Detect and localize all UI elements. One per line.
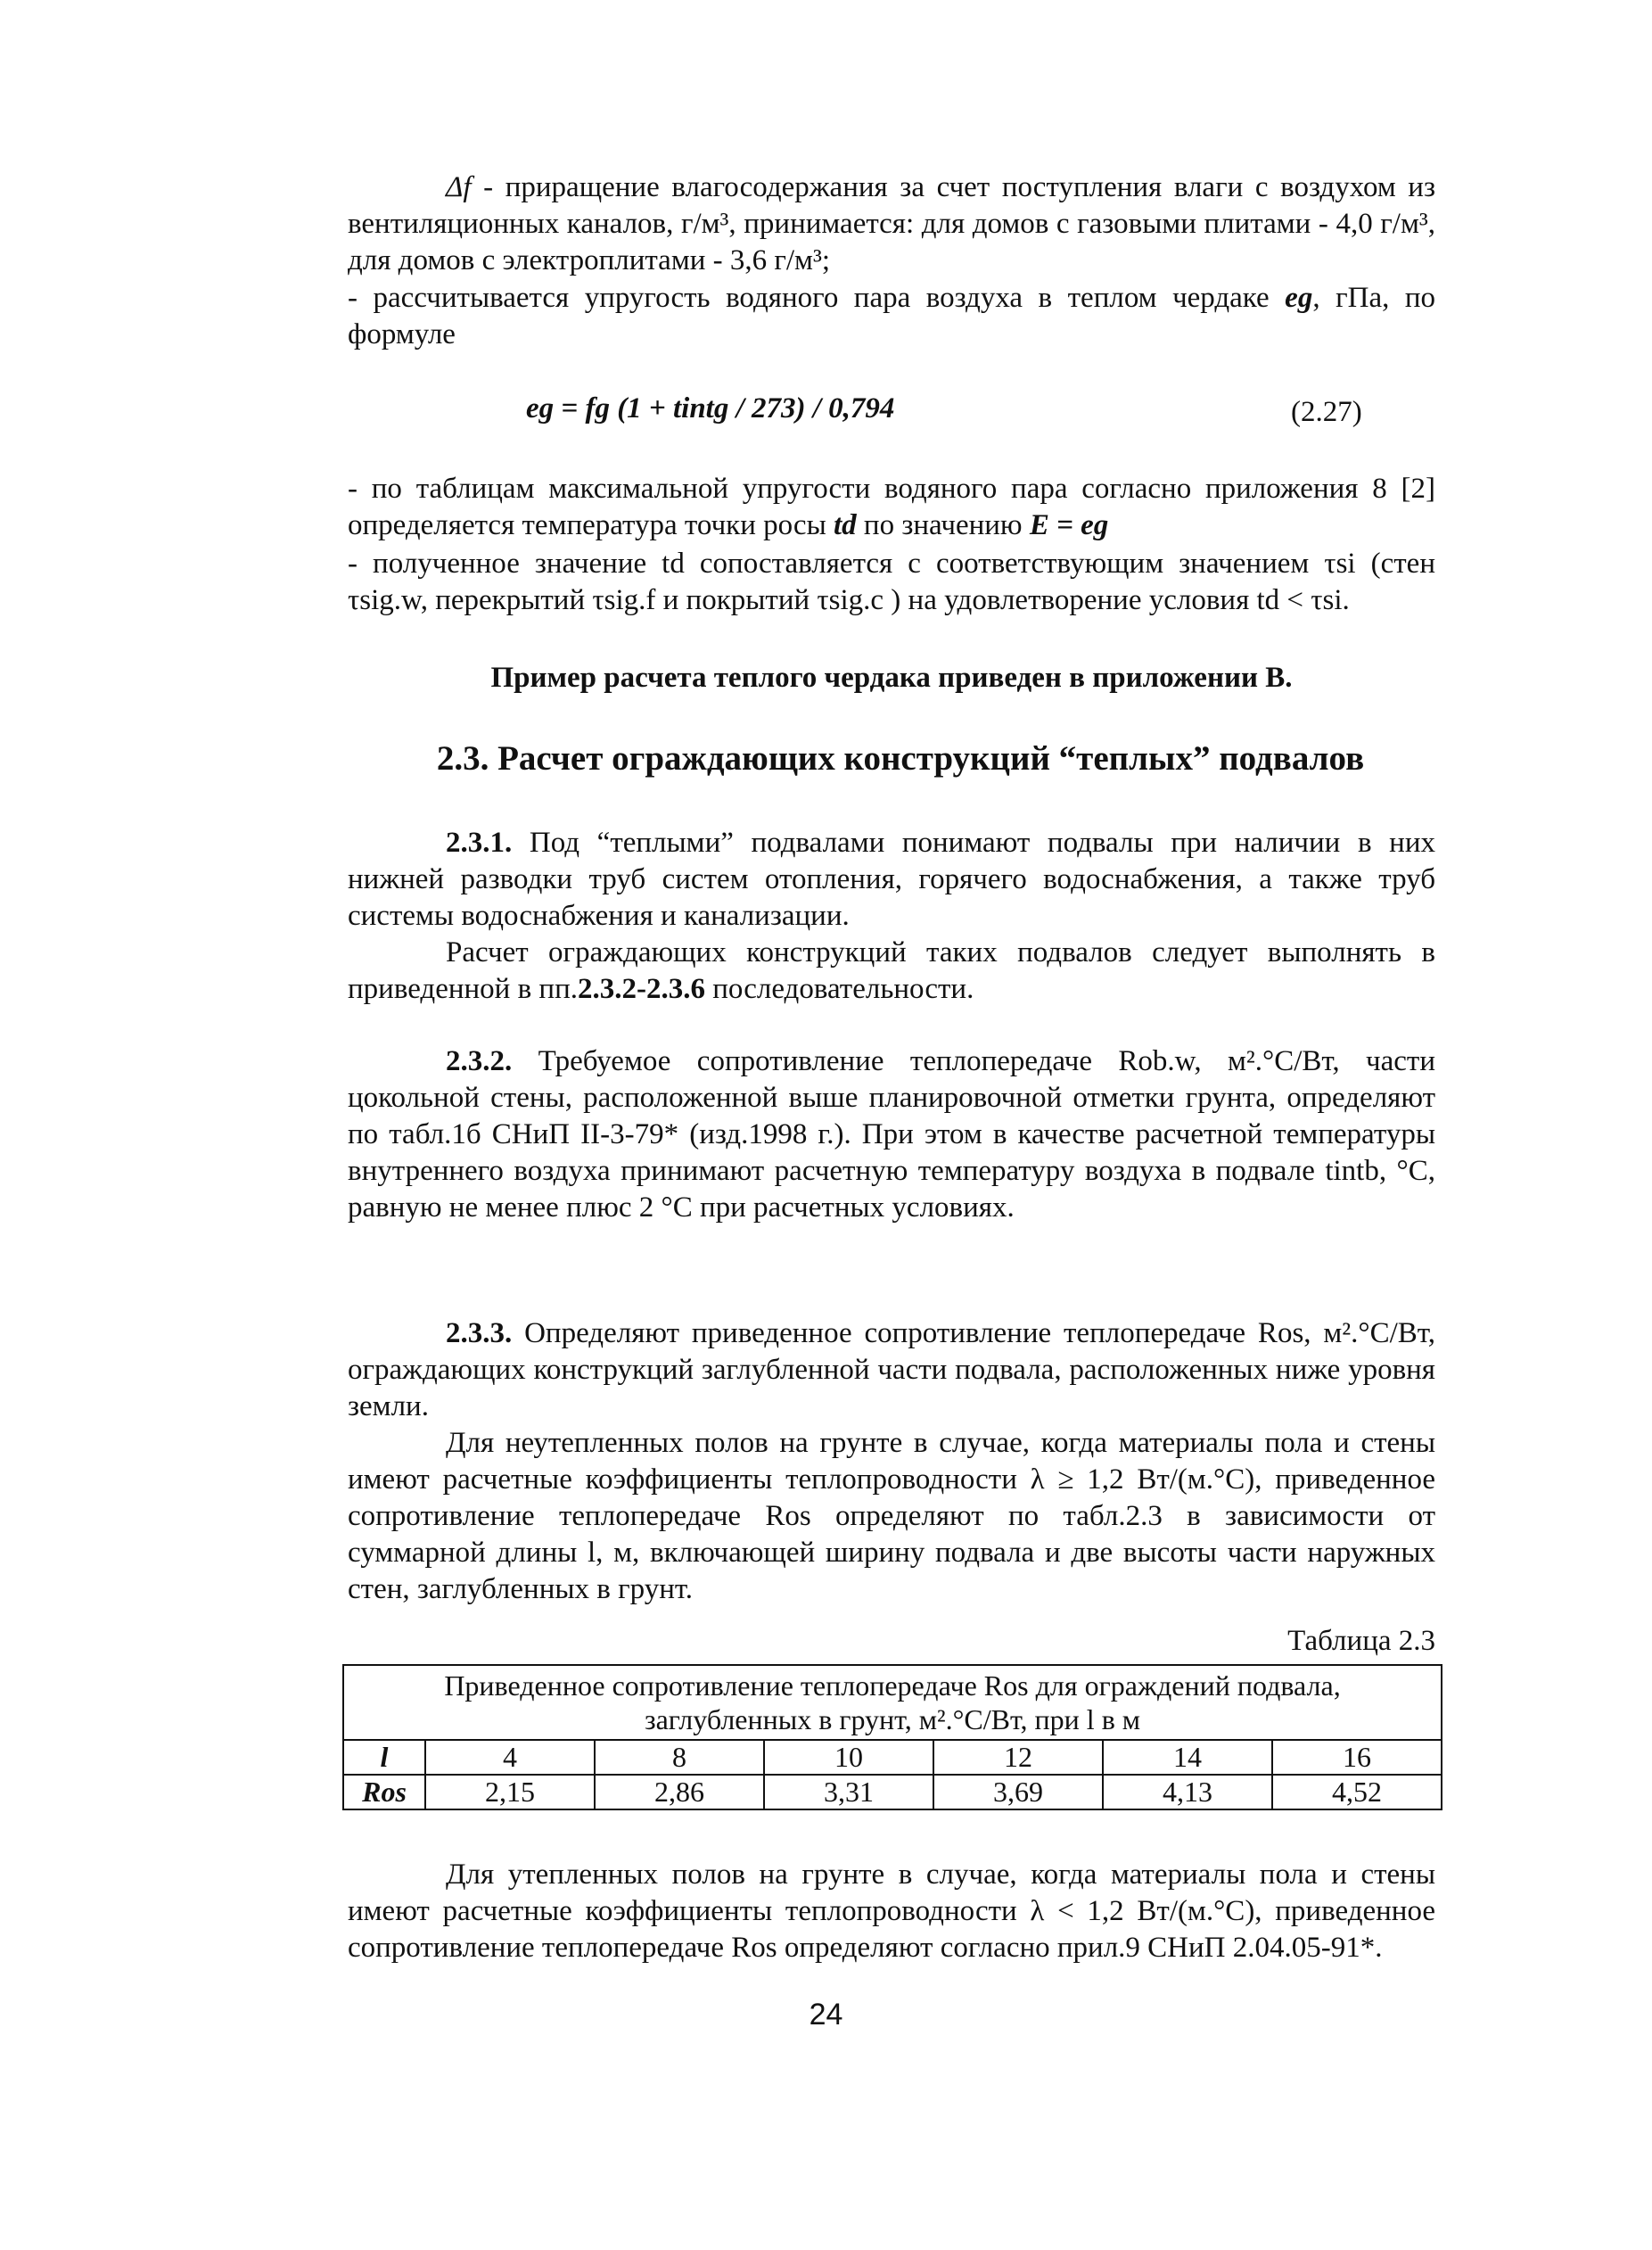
para3-text-a: - по таблицам максимальной упругости водяного пара согласно приложения 8 [2] определяется температура точки росы	[348, 473, 1435, 541]
table-caption-row	[343, 1665, 1442, 1740]
eg-symbol: eg	[1285, 282, 1313, 314]
delta-f-symbol: Δf	[446, 171, 472, 203]
table-caption-line1: Приведенное сопротивление теплопередаче Ros для ограждений подвала,	[444, 1669, 1341, 1702]
para2-text-a: - рассчитывается упругость водяного пара воздуха в теплом чердаке	[348, 282, 1286, 314]
table-2-3	[342, 1664, 1442, 1810]
para2-text-b: , гПа, по формуле	[348, 282, 1435, 350]
table-cell: 4,52	[1272, 1775, 1442, 1809]
paragraph-insulated-floors: Для утепленных полов на грунте в случае, когда материалы пола и стены имеют расчетные коэффициенты теплопроводности λ < 1,2 Вт/(м.°С), приведенное сопротивление теплопередаче Ros определяют согласно прил.9 СНиП 2.04.05-91*.	[348, 1859, 1435, 1964]
table-cell: 8	[595, 1740, 764, 1775]
para1-text: - приращение влагосодержания за счет поступления влаги с воздухом из вентиляционных каналов, г/м³, принимается: для домов с газовыми плитами - 4,0 г/м³, для домов с электроплитами - 3,6 г/м³;	[348, 171, 1435, 276]
table-cell: 16	[1272, 1740, 1442, 1775]
paragraph-2-3-1-b: Расчет ограждающих конструкций таких подвалов следует выполнять в приведенной в пп.2.3.2-2.3.6 последовательности.	[348, 936, 1435, 1005]
table-row-head: l	[343, 1740, 425, 1775]
table-row-head: Ros	[343, 1775, 425, 1809]
paragraph-2-3-3: 2.3.3. Определяют приведенное сопротивление теплопередаче Ros, м².°С/Вт, ограждающих конструкций заглубленной части подвала, расположенных ниже уровня земли. Для неутепленных полов на грунте в случае, когда материалы пола и стены имеют расчетные коэффициенты теплопроводности λ ≥ 1,2 Вт/(м.°С), приведенное сопротивление теплопередаче Ros определяют по табл.2.3 в зависимости от суммарной длины l, м, включающей ширину подвала и две высоты части наружных стен, заглубленных в грунт.	[348, 1315, 1435, 1608]
paragraph-2-3-2: 2.3.2. Требуемое сопротивление теплопередаче Rob.w, м².°С/Вт, части цокольной стены, расположенной выше планировочной отметки грунта, определяют по табл.1б СНиП II-3-79* (изд.1998 г.). При этом в качестве расчетной температуры внутреннего воздуха принимают расчетную температуру воздуха в подвале tintb, °С, равную не менее плюс 2 °С при расчетных условиях.	[348, 1045, 1435, 1224]
formula-number: (2.27)	[1291, 396, 1362, 428]
paragraph-2-3-1: 2.3.1. Под “теплыми” подвалами понимают подвалы при наличии в них нижней разводки труб систем отопления, горячего водоснабжения, а также труб системы водоснабжения и канализации. Расчет ограждающих конструкций таких подвалов следует выполнять в приведенной в пп.2.3.2-2.3.6 последовательности.	[348, 825, 1435, 1008]
para3-text-b: по значению	[856, 509, 1030, 541]
table-row-length	[343, 1740, 1442, 1775]
table-cell: 14	[1103, 1740, 1272, 1775]
clause-number-2-3-2: 2.3.2.	[446, 1045, 513, 1077]
clause-number-2-3-3: 2.3.3.	[446, 1317, 513, 1349]
page-number: 24	[809, 1998, 843, 2032]
paragraph-dew-point	[348, 471, 1435, 544]
table-cell: 4	[425, 1740, 595, 1775]
table-row-resistance	[343, 1775, 1442, 1809]
td-symbol: td	[834, 509, 857, 541]
paragraph-vapor-pressure	[348, 280, 1435, 353]
table-cell: 3,31	[764, 1775, 933, 1809]
clause-number-2-3-1: 2.3.1.	[446, 827, 513, 859]
table-cell: 3,69	[933, 1775, 1103, 1809]
table-cell: 2,15	[425, 1775, 595, 1809]
clause-reference: 2.3.2-2.3.6	[578, 973, 705, 1005]
section-title: 2.3. Расчет ограждающих конструкций “теплых” подвалов	[436, 739, 1365, 778]
example-note: Пример расчета теплого чердака приведен в приложении В.	[490, 662, 1293, 694]
table-caption-line2: заглубленных в грунт, м².°С/Вт, при l в м	[644, 1703, 1141, 1735]
E-eg-symbol: E = eg	[1029, 509, 1109, 541]
table-cell: 2,86	[595, 1775, 764, 1809]
table-cell: 4,13	[1103, 1775, 1272, 1809]
table-cell: 12	[933, 1740, 1103, 1775]
paragraph-humidity-increment	[348, 169, 1435, 279]
formula-2-27: eg = fg (1 + tintg / 273) / 0,794	[526, 392, 895, 424]
paragraph-comparison	[348, 546, 1435, 619]
para4-text: - полученное значение td сопоставляется с соответствующим значением τsi (стен τsig.w, перекрытий τsig.f и покрытий τsig.c ) на удовлетворение условия td < τsi.	[348, 548, 1435, 616]
table-cell: 10	[764, 1740, 933, 1775]
paragraph-2-3-3-b: Для неутепленных полов на грунте в случае, когда материалы пола и стены имеют расчетные коэффициенты теплопроводности λ ≥ 1,2 Вт/(м.°С), приведенное сопротивление теплопередаче Ros определяют по табл.2.3 в зависимости от суммарной длины l, м, включающей ширину подвала и две высоты части наружных стен, заглубленных в грунт.	[348, 1427, 1435, 1605]
table-label: Таблица 2.3	[1287, 1625, 1435, 1657]
